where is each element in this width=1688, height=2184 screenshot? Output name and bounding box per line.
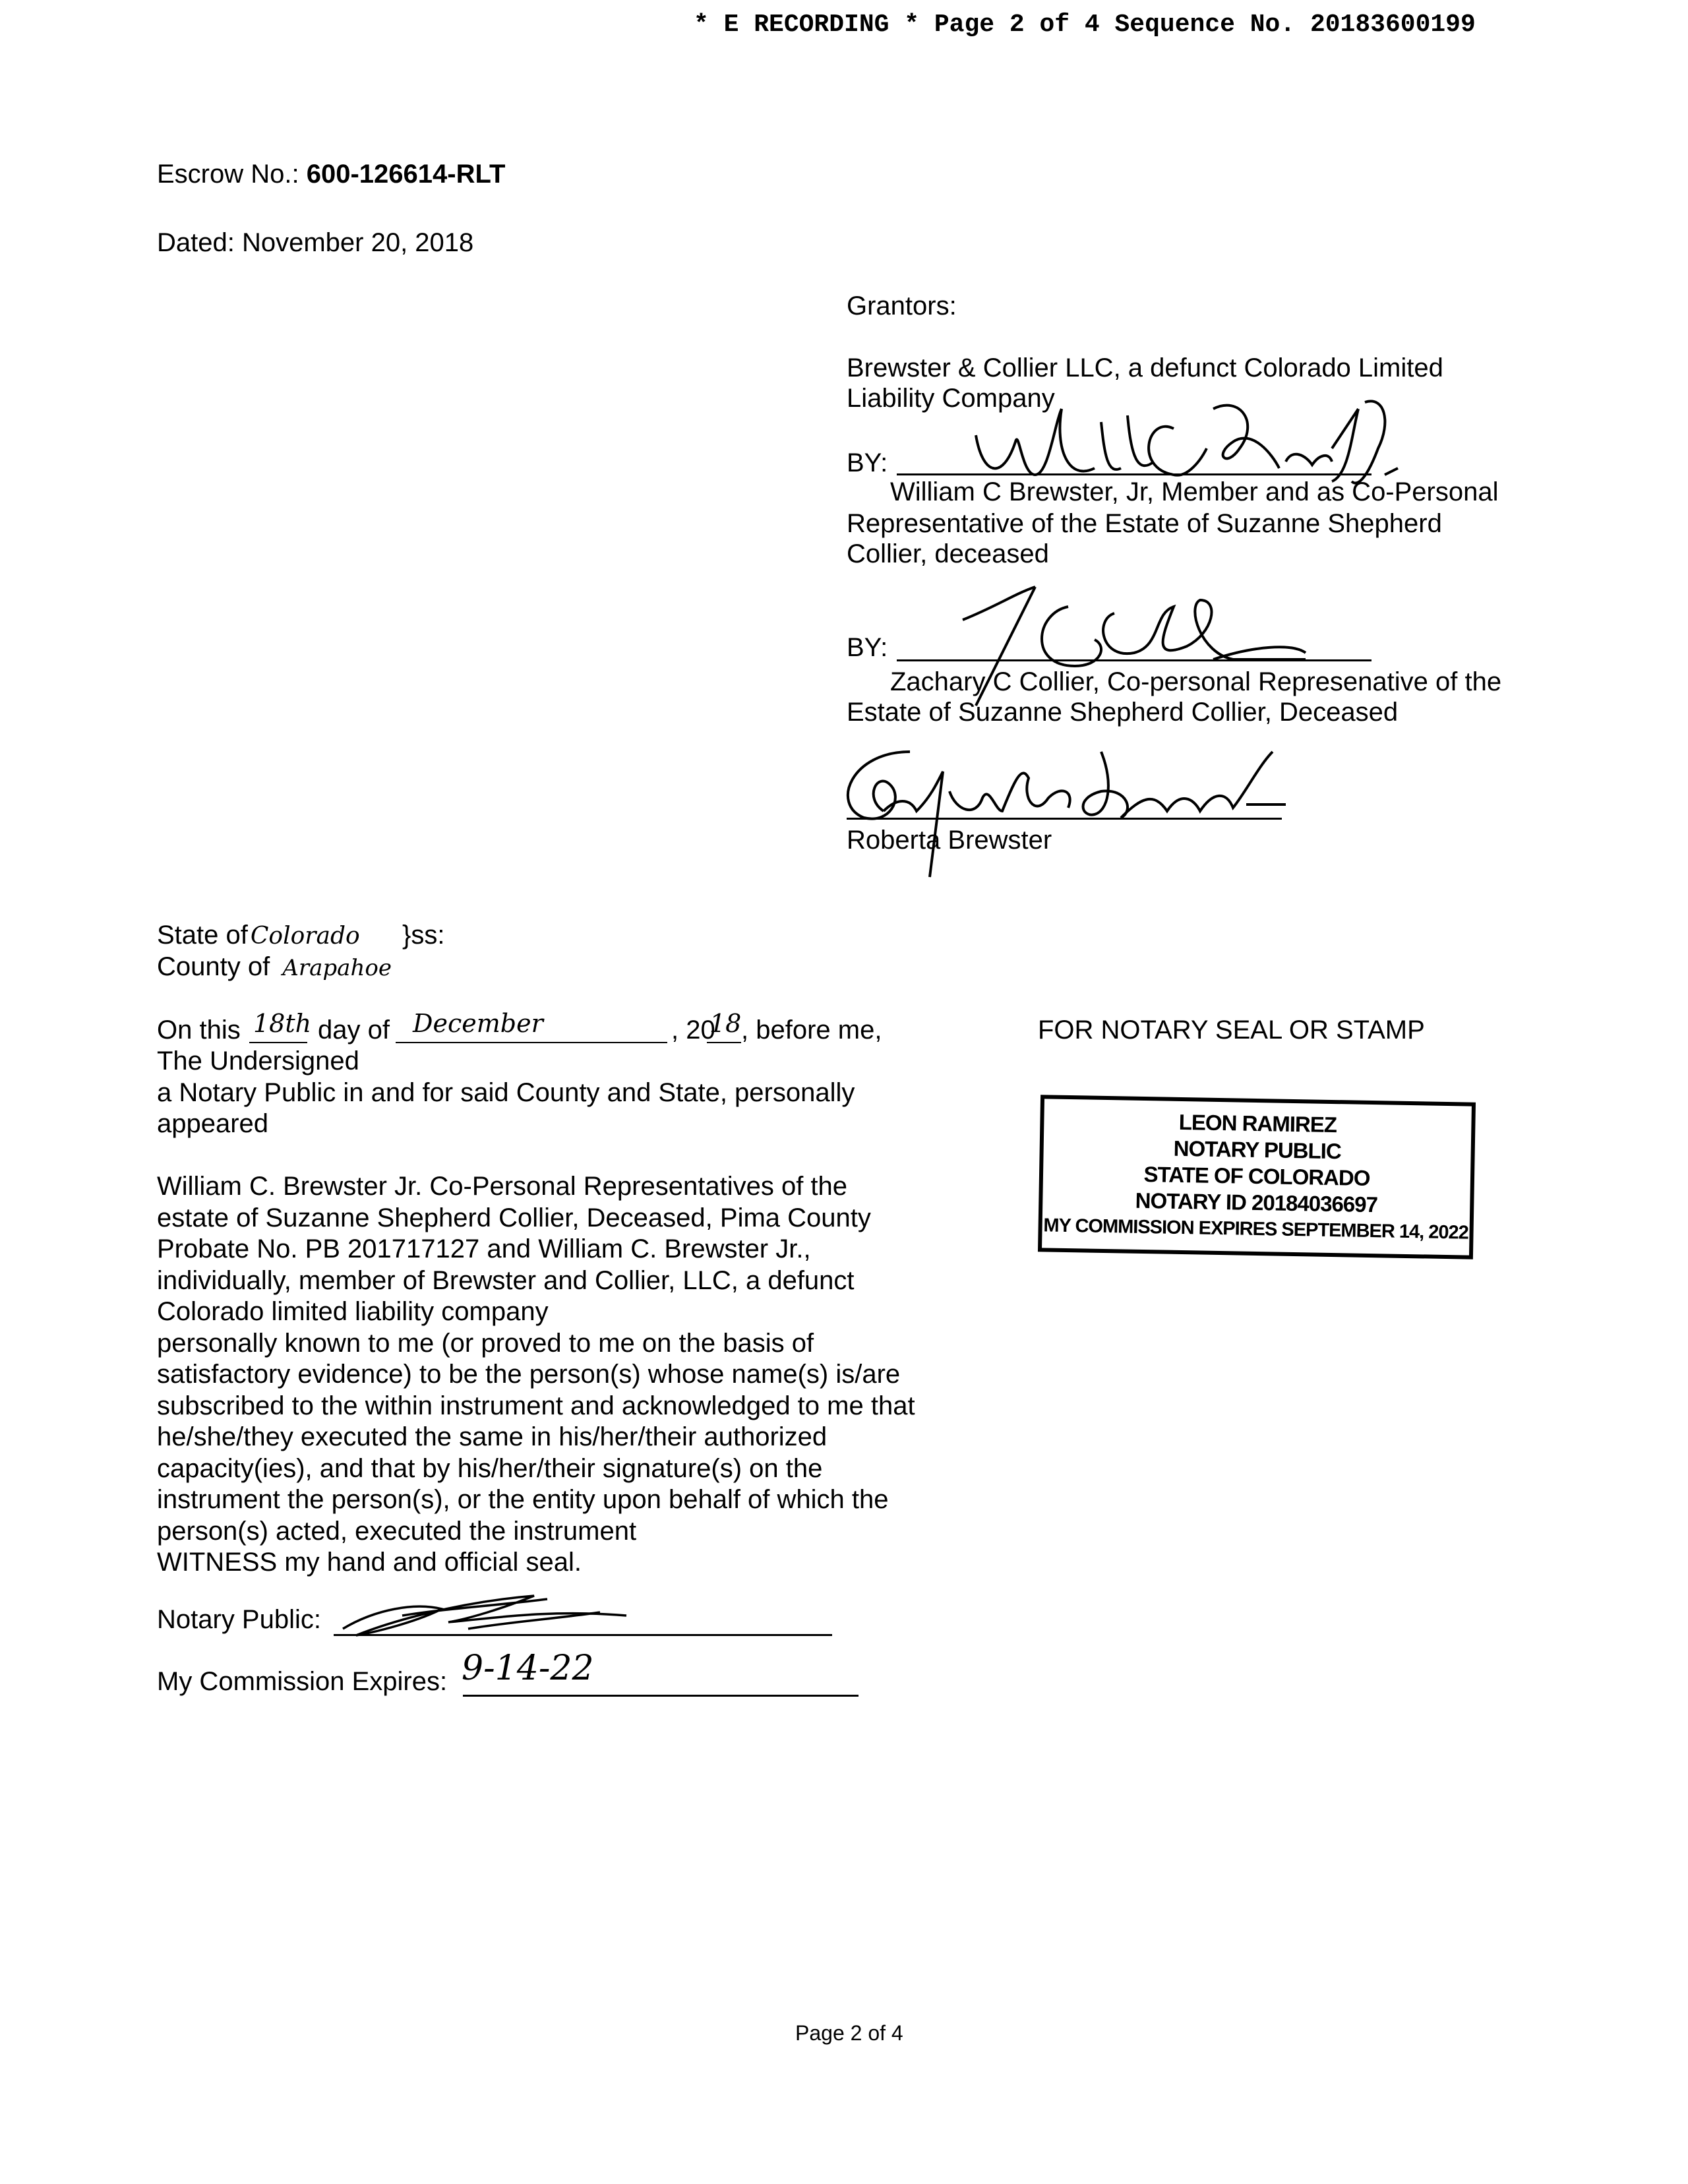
day-of-label: day of <box>318 1016 390 1045</box>
dated-line: Dated: November 20, 2018 <box>157 228 474 257</box>
body-line: WITNESS my hand and official seal. <box>157 1548 582 1577</box>
grantor-company-line2: Liability Company <box>847 384 1055 413</box>
before-me-label: , before me, <box>741 1016 882 1045</box>
notary-seal-heading: FOR NOTARY SEAL OR STAMP <box>1038 1016 1425 1045</box>
stamp-line: NOTARY PUBLIC <box>1173 1136 1342 1164</box>
commission-label: My Commission Expires: <box>157 1667 448 1696</box>
signer1-line3: Collier, deceased <box>847 539 1049 568</box>
body-line: Probate No. PB 201717127 and William C. Brewster Jr., <box>157 1234 811 1263</box>
body-line: person(s) acted, executed the instrument <box>157 1516 637 1546</box>
state-handwritten: Colorado <box>250 923 360 950</box>
commission-line <box>463 1695 859 1697</box>
notary-public-label: Notary Public: <box>157 1605 321 1634</box>
ss-mark: }ss: <box>402 921 445 950</box>
day-blank <box>249 1042 307 1043</box>
body-line: instrument the person(s), or the entity upon behalf of which the <box>157 1485 889 1514</box>
year-prefix: , 20 <box>671 1016 715 1045</box>
month-blank <box>396 1042 667 1043</box>
intro-line: appeared <box>157 1109 269 1138</box>
body-line: satisfactory evidence) to be the person(s) whose name(s) is/are <box>157 1360 901 1389</box>
on-this-label: On this <box>157 1016 241 1045</box>
signature-line-3 <box>847 818 1282 820</box>
intro-line: a Notary Public in and for said County and State, personally <box>157 1077 855 1107</box>
escrow-number <box>157 158 505 190</box>
signer1-line2: Representative of the Estate of Suzanne Shepherd <box>847 509 1442 538</box>
stamp-line: MY COMMISSION EXPIRES SEPTEMBER 14, 2022 <box>1043 1215 1469 1244</box>
signature-william-brewster <box>963 382 1411 488</box>
county-line <box>157 951 392 984</box>
body-line: capacity(ies), and that by his/her/their signature(s) on the <box>157 1453 823 1483</box>
acknowledgment-body <box>157 1171 915 1579</box>
body-line: William C. Brewster Jr. Co-Personal Representatives of the <box>157 1172 848 1201</box>
state-label: State of <box>157 921 248 950</box>
state-line <box>157 919 360 952</box>
by-label-1: BY: <box>847 448 888 477</box>
signer1-line1: William C Brewster, Jr, Member and as Co-Personal <box>890 477 1499 506</box>
grantors-heading: Grantors: <box>847 291 957 320</box>
recording-banner: * E RECORDING * Page 2 of 4 Sequence No. 20183600199 <box>694 11 1476 39</box>
month-handwritten: December <box>413 1009 543 1038</box>
day-handwritten: 18th <box>253 1009 312 1038</box>
stamp-line: NOTARY ID 20184036697 <box>1135 1188 1378 1217</box>
body-line: personally known to me (or proved to me on the basis of <box>157 1328 814 1358</box>
escrow-label: Escrow No.: <box>157 160 299 189</box>
by-label-2: BY: <box>847 633 888 662</box>
year-blank <box>707 1042 741 1043</box>
notary-stamp <box>1038 1095 1476 1259</box>
intro-line: The Undersigned <box>157 1046 359 1076</box>
body-line: he/she/they executed the same in his/her/their authorized <box>157 1422 828 1451</box>
body-line: subscribed to the within instrument and acknowledged to me that <box>157 1391 915 1420</box>
notary-signature <box>336 1583 640 1642</box>
body-line: individually, member of Brewster and Collier, LLC, a defunct <box>157 1265 855 1295</box>
county-label: County of <box>157 952 270 981</box>
page-number: Page 2 of 4 <box>795 2021 903 2045</box>
signer2-line1: Zachary C Collier, Co-personal Represenative of the <box>890 667 1502 696</box>
stamp-line: LEON RAMIREZ <box>1178 1109 1337 1138</box>
stamp-line: STATE OF COLORADO <box>1143 1162 1370 1190</box>
body-line: estate of Suzanne Shepherd Collier, Deceased, Pima County <box>157 1203 871 1232</box>
county-handwritten: Arapahoe <box>282 955 392 981</box>
commission-handwritten: 9-14-22 <box>462 1649 594 1688</box>
signer2-line2: Estate of Suzanne Shepherd Collier, Deceased <box>847 698 1399 727</box>
grantor-company-line1: Brewster & Collier LLC, a defunct Colorado Limited <box>847 353 1443 382</box>
year-handwritten: 18 <box>709 1009 742 1038</box>
signature-roberta-brewster <box>824 725 1299 884</box>
signer3-name: Roberta Brewster <box>847 826 1052 855</box>
escrow-value: 600-126614-RLT <box>306 160 506 189</box>
acknowledgment-intro <box>157 1046 855 1140</box>
body-line: Colorado limited liability company <box>157 1297 549 1326</box>
